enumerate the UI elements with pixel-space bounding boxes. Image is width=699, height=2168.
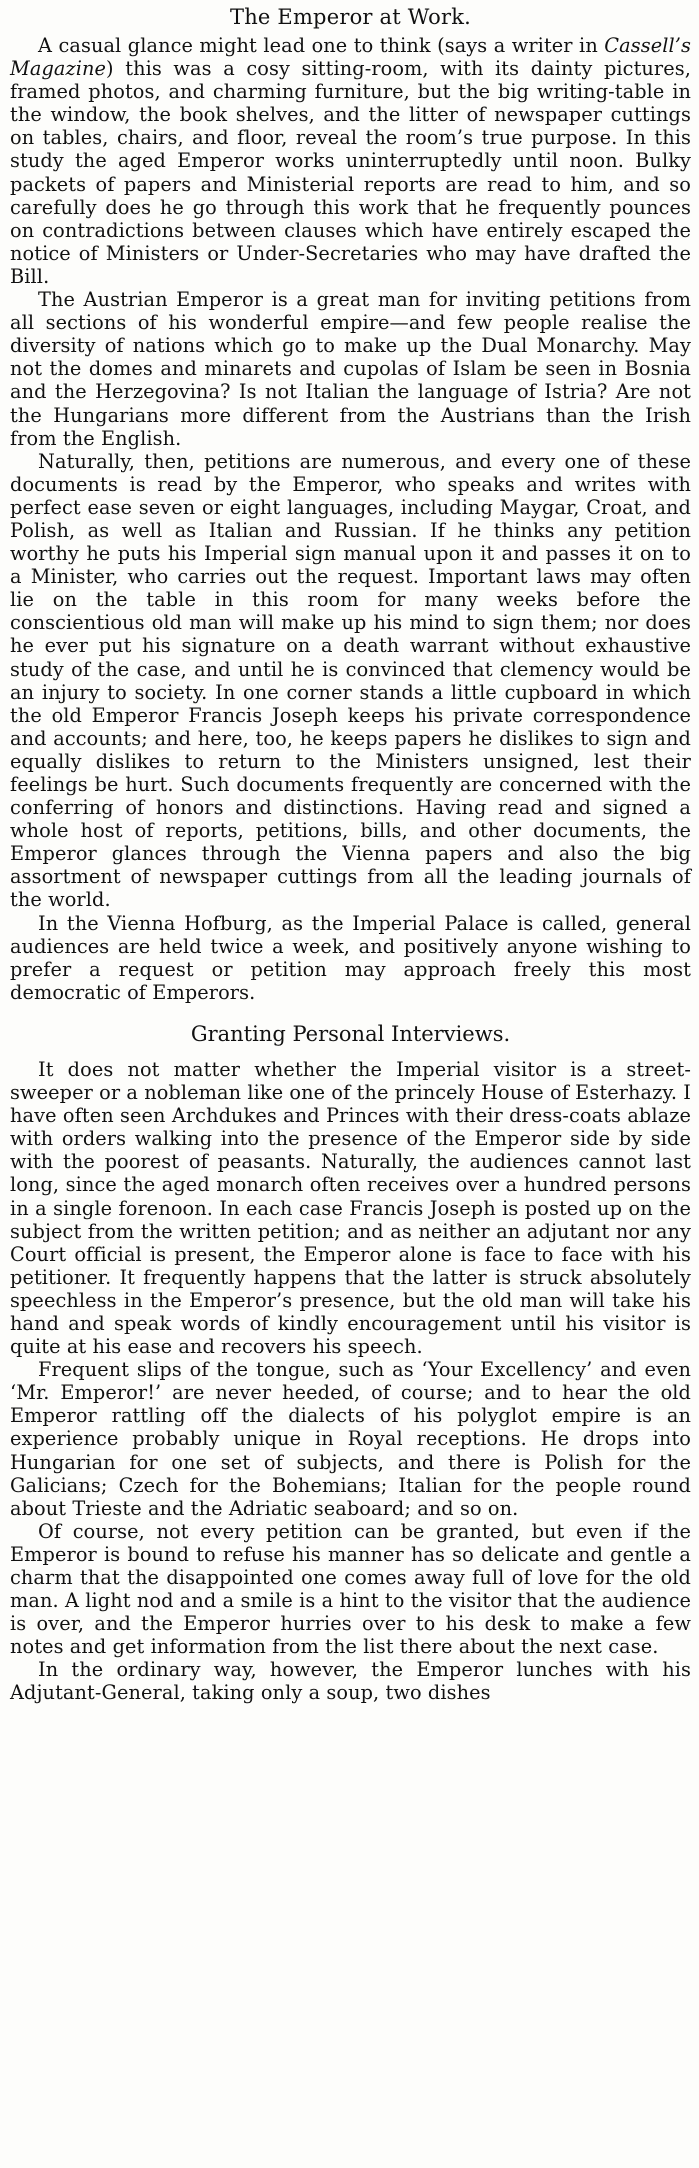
- paragraph-petitions-reading: Naturally, then, petitions are numerous, and every one of these documents is read by the Emperor, who speaks and writes with perfect ease seven or eight languages, including Maygar, Croat, and Polish, as well as Italian and Russian. If he thinks any petition worthy he puts his Imperial sign manual upon it and passes it on to a Minister, who carries out the request. Important laws may often lie on the table in this room for many weeks before the conscientious old man will make up his mind to sign them; nor does he ever put his signature on a death warrant without exhaustive study of the case, and until he is convinced that clemency would be an injury to society. In one corner stands a little cupboard in which the old Emperor Francis Joseph keeps his private correspondence and accounts; and here, too, he keeps papers he dislikes to sign and equally dislikes to return to the Ministers unsigned, lest their feelings be hurt. Such documents frequently are concerned with the conferring of honors and distinctions. Having read and signed a whole host of reports, petitions, bills, and other documents, the Emperor glances through the Vienna papers and also the big assortment of newspaper cuttings from all the leading journals of the world.: [10, 449, 691, 912]
- paragraph-study-room-body: ) this was a cosy sitting-room, with its dainty pictures, framed photos, and charming furniture, but the big writing-table in the window, the book shelves, and the litter of newspaper cuttings on tables, chairs, and floor, reveal the room’s true purpose. In this study the aged Emperor works uninterruptedly until noon. Bulky packets of papers and Ministerial reports are read to him, and so carefully does he go through this work that he frequently pounces on contradictions between clauses which have entirely escaped the notice of Ministers or Under-Secretaries who may have drafted the Bill.: [10, 57, 691, 288]
- article-title: The Emperor at Work.: [229, 5, 472, 29]
- paragraph-refusals: Of course, not every petition can be granted, but even if the Emperor is bound to refuse his manner has so delicate and gentle a charm that the disappointed one comes away full of love for the old man. A light nod and a smile is a hint to the visitor that the audience is over, and the Emperor hurries over to his desk to make a few notes and get information from the list there about the next case.: [10, 1519, 691, 1659]
- paragraph-slips-of-tongue: Frequent slips of the tongue, such as ‘Your Excellency’ and even ‘Mr. Emperor!’ are never heeded, of course; and to hear the old Emperor rattling off the dialects of his polyglot empire is an experience probably unique in Royal receptions. He drops into Hungarian for one set of subjects, and there is Polish for the Galicians; Czech for the Bohemians; Italian for the people round about Trieste and the Adriatic seaboard; and so on.: [10, 1358, 691, 1520]
- paragraph-petitions-diversity: The Austrian Emperor is a great man for inviting petitions from all sections of his wonderful empire—and few people realise the diversity of nations which go to make up the Dual Monarchy. May not the domes and minarets and cupolas of Islam be seen in Bosnia and the Herzegovina? Is not Italian the language of Istria? Are not the Hungarians more different from the Austrians than the Irish from the English.: [10, 288, 691, 450]
- source-magazine-name: Cassell’s Magazine: [10, 34, 691, 81]
- paragraph-study-room: [10, 34, 691, 288]
- paragraph-visitors: It does not matter whether the Imperial visitor is a street-sweeper or a nobleman like one of the princely House of Esterhazy. I have often seen Archdukes and Princes with their dress-coats ablaze with orders walking into the presence of the Emperor side by side with the poorest of peasants. Naturally, the audiences cannot last long, since the aged monarch often receives over a hundred persons in a single forenoon. In each case Francis Joseph is posted up on the subject from the written petition; and as neither an adjutant nor any Court official is present, the Emperor alone is face to face with his petitioner. It frequently happens that the latter is struck absolutely speechless in the Emperor’s presence, but the old man will take his hand and speak words of kindly encouragement until his visitor is quite at his ease and recovers his speech.: [10, 1057, 691, 1359]
- section-subtitle: Granting Personal Interviews.: [190, 1021, 511, 1046]
- paragraph-lunch: In the ordinary way, however, the Emperor lunches with his Adjutant-General, taking only a soup, two dishes: [10, 1658, 691, 1705]
- paragraph-hofburg-audiences: In the Vienna Hofburg, as the Imperial Palace is called, general audiences are held twice a week, and positively anyone wishing to prefer a request or petition may approach freely this most democratic of Emperors.: [10, 911, 691, 1004]
- paragraph-study-room-intro: A casual glance might lead one to think (says a writer in: [38, 34, 605, 57]
